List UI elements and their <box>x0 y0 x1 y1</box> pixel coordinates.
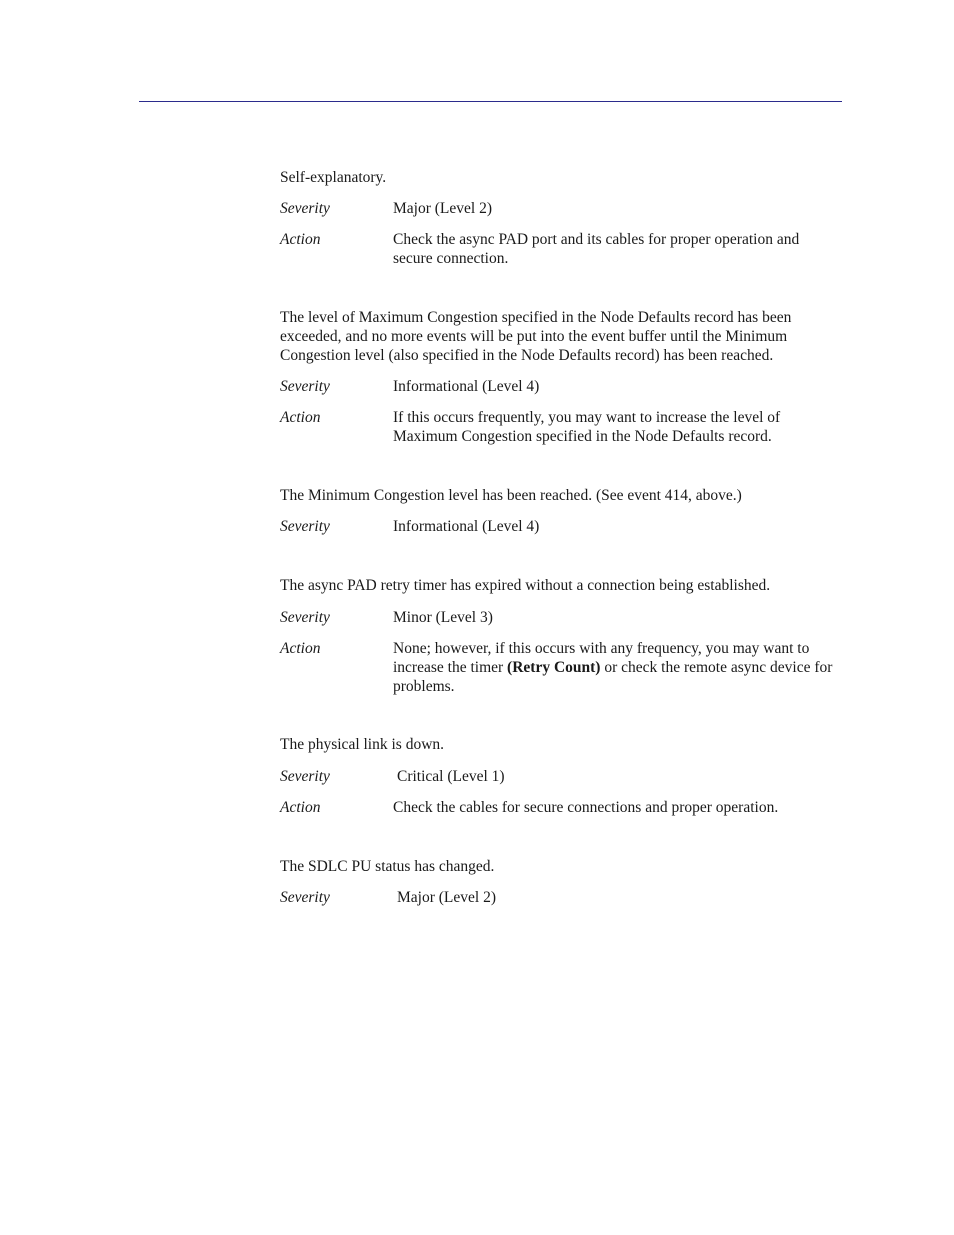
event-entry <box>280 308 842 445</box>
severity-label: Severity <box>280 889 330 906</box>
severity-value: Minor (Level 3) <box>393 609 493 626</box>
severity-value: Informational (Level 4) <box>393 378 540 395</box>
severity-label: Severity <box>280 378 330 395</box>
severity-label: Severity <box>280 518 330 535</box>
action-value: Check the cables for secure connections and proper operation. <box>393 799 779 816</box>
severity-row <box>280 377 842 396</box>
severity-row <box>280 199 842 218</box>
event-entry <box>280 857 842 906</box>
action-label: Action <box>280 640 321 657</box>
event-description: The physical link is down. <box>280 736 445 753</box>
action-row <box>280 408 842 446</box>
event-entry <box>280 735 842 816</box>
event-description: The level of Maximum Congestion specified in the Node Defaults record has been exceeded, and no more events will be put into the event buffer until the Minimum Congestion level (also specified in the Node Defaults record) has been reached. <box>280 309 792 364</box>
severity-row <box>280 767 842 786</box>
severity-value: Informational (Level 4) <box>393 518 540 535</box>
event-description: The SDLC PU status has changed. <box>280 858 495 875</box>
event-description: The async PAD retry timer has expired without a connection being established. <box>280 577 771 594</box>
severity-row <box>280 517 842 536</box>
action-row <box>280 639 842 696</box>
action-row <box>280 798 842 817</box>
severity-value: Major (Level 2) <box>393 200 492 217</box>
severity-row <box>280 888 842 907</box>
action-label: Action <box>280 799 321 816</box>
severity-label: Severity <box>280 609 330 626</box>
action-value <box>393 639 842 696</box>
severity-label: Severity <box>280 200 330 217</box>
event-description: The Minimum Congestion level has been reached. (See event 414, above.) <box>280 487 742 504</box>
retry-count-term: (Retry Count) <box>507 659 601 676</box>
action-value: Check the async PAD port and its cables for proper operation and secure connection. <box>393 231 800 267</box>
severity-value: Critical (Level 1) <box>397 768 505 785</box>
event-entry <box>280 168 842 267</box>
action-label: Action <box>280 231 321 248</box>
action-value: If this occurs frequently, you may want to increase the level of Maximum Congestion specified in the Node Defaults record. <box>393 409 781 445</box>
event-description: Self-explanatory. <box>280 169 387 186</box>
action-text-start: None; however, if this occurs with any frequency, you may want to increase the timer <box>393 640 810 676</box>
severity-row <box>280 608 842 627</box>
action-row <box>280 230 842 268</box>
action-label: Action <box>280 409 321 426</box>
event-entry <box>280 486 842 535</box>
action-text-end: or check the remote async device for problems. <box>393 659 833 695</box>
severity-label: Severity <box>280 768 330 785</box>
event-entry <box>280 576 842 695</box>
severity-value: Major (Level 2) <box>397 889 496 906</box>
header-rule <box>139 101 842 102</box>
